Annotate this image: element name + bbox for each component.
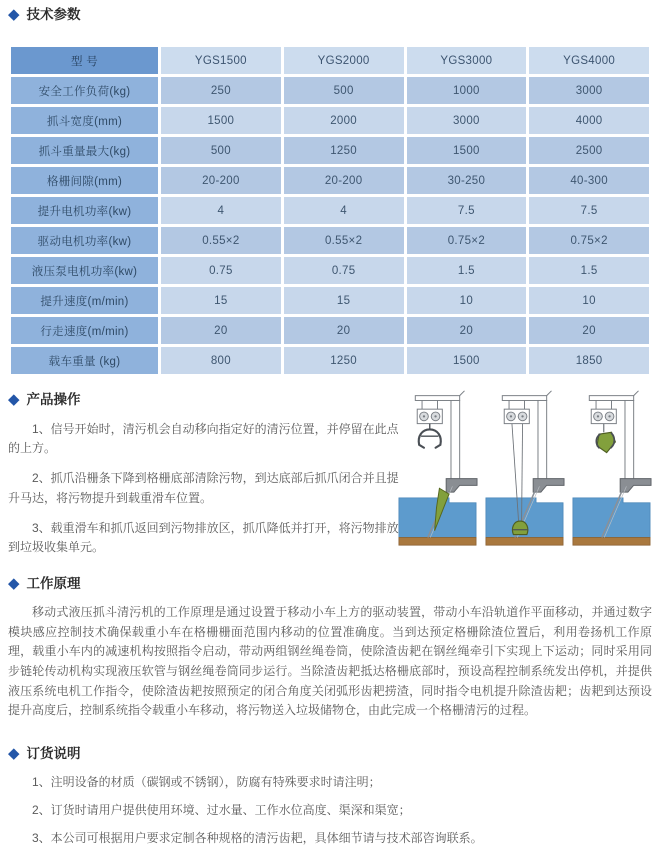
- section-ordering-notes: [8, 745, 652, 847]
- spec-value: 800: [160, 346, 283, 376]
- table-row: [10, 106, 651, 136]
- spec-table: [8, 44, 652, 377]
- row-label: 提升电机功率(kw): [10, 196, 160, 226]
- spec-value: 250: [160, 76, 283, 106]
- table-row: [10, 286, 651, 316]
- diamond-icon: ◆: [8, 744, 20, 762]
- table-row: [10, 76, 651, 106]
- spec-value: 2500: [528, 136, 651, 166]
- spec-value: 0.55×2: [282, 226, 405, 256]
- spec-value: 0.75: [282, 256, 405, 286]
- spec-value: 4000: [528, 106, 651, 136]
- diamond-icon: ◆: [8, 5, 20, 23]
- working-principle-body: 移动式液压抓斗清污机的工作原理是通过设置于移动小车上方的驱动装置，带动小车沿轨道作平面移动，并通过数字模块感应控制技术确保载重小车在格栅栅面范围内移动的位置准确度。当到达预定格栅除渣位置后，利用卷扬机工作原理，载重小车内的减速机构按照指令启动，带动两组钢丝绳卷筒，使除渣齿耙在钢丝绳牵引下实现上下运动；同时采用同步链轮传动机构实现液压软管与钢丝绳卷筒同步运行。当除渣齿耙抵达格栅底部时，预设高程控制系统发出停机，并提供液压系统电机工作指令，使除渣齿耙按照预定的闭合角度关闭弧形齿耙捞渣，同时指令电机提升除渣齿耙；齿耙到达预设提升高度后，控制系统指令载重小车移动，将污物送入垃圾储物仓，由此完成一个格栅清污的过程。: [8, 605, 652, 718]
- spec-value: 1500: [405, 346, 528, 376]
- spec-value: 500: [160, 136, 283, 166]
- table-row: [10, 346, 651, 376]
- ordering-item: 1、注明设备的材质（碳钢或不锈钢），防腐有特殊要求时请注明；: [32, 775, 381, 790]
- spec-value: 20-200: [160, 166, 283, 196]
- spec-value: 1500: [160, 106, 283, 136]
- section-working-principle: [8, 575, 652, 721]
- row-label: 液压泵电机功率(kw): [10, 256, 160, 286]
- row-label: 格栅间隙(mm): [10, 166, 160, 196]
- ordering-item: 2、订货时请用户提供使用环境、过水量、工作水位高度、渠深和渠宽；: [32, 803, 411, 818]
- spec-value: 10: [528, 286, 651, 316]
- spec-value: 20: [405, 316, 528, 346]
- spec-value: 3000: [405, 106, 528, 136]
- spec-value: 0.75×2: [528, 226, 651, 256]
- diamond-icon: ◆: [8, 574, 20, 592]
- table-row: [10, 166, 651, 196]
- row-label: 安全工作负荷(kg): [10, 76, 160, 106]
- spec-value: 7.5: [405, 196, 528, 226]
- spec-value: 4: [282, 196, 405, 226]
- spec-value: 1850: [528, 346, 651, 376]
- spec-value: 1500: [405, 136, 528, 166]
- table-row: [10, 196, 651, 226]
- spec-value: 1250: [282, 136, 405, 166]
- tech-params-title: [8, 6, 652, 24]
- operation-step: 2、抓爪沿栅条下降到格栅底部清除污物，到达底部后抓爪闭合并且提升马达，将污物提升到载重滑车位置。: [8, 471, 399, 505]
- spec-value: 10: [405, 286, 528, 316]
- model-column-header: 型 号: [10, 46, 160, 76]
- operation-diagram-grab-lowered-to-bottom: [483, 383, 565, 558]
- model-name: YGS2000: [282, 46, 405, 76]
- ordering-notes-title: [8, 745, 652, 763]
- spec-value: 20: [528, 316, 651, 346]
- spec-value: 4: [160, 196, 283, 226]
- spec-value: 20-200: [282, 166, 405, 196]
- tech-params-title-text: 技术参数: [26, 7, 81, 22]
- spec-value: 15: [282, 286, 405, 316]
- spec-value: 1250: [282, 346, 405, 376]
- operation-step: 1、信号开始时，清污机会自动移向指定好的清污位置，并停留在此点的上方。: [8, 422, 399, 456]
- row-label: 载车重量 (kg): [10, 346, 160, 376]
- section-tech-params: [8, 6, 652, 377]
- table-header-row: [10, 46, 651, 76]
- operation-steps: [8, 420, 404, 557]
- ordering-notes-title-text: 订货说明: [26, 746, 81, 762]
- spec-value: 0.75×2: [405, 226, 528, 256]
- working-principle-title: [8, 575, 652, 593]
- table-row: [10, 226, 651, 256]
- spec-value: 7.5: [528, 196, 651, 226]
- row-label: 抓斗重量最大(kg): [10, 136, 160, 166]
- spec-value: 15: [160, 286, 283, 316]
- spec-value: 1000: [405, 76, 528, 106]
- product-operation-title-text: 产品操作: [26, 392, 81, 407]
- spec-value: 0.75: [160, 256, 283, 286]
- row-label: 提升速度(m/min): [10, 286, 160, 316]
- spec-value: 40-300: [528, 166, 651, 196]
- ordering-item: 3、本公司可根据用户要求定制各种规格的清污齿耙，具体细节请与技术部咨询联系。: [32, 831, 483, 846]
- spec-value: 2000: [282, 106, 405, 136]
- spec-value: 3000: [528, 76, 651, 106]
- ordering-items: [8, 773, 652, 847]
- working-principle-title-text: 工作原理: [26, 576, 81, 591]
- row-label: 驱动电机功率(kw): [10, 226, 160, 256]
- operation-diagram-grab-open-above-screen: [396, 383, 478, 558]
- spec-value: 30-250: [405, 166, 528, 196]
- spec-value: 1.5: [405, 256, 528, 286]
- operation-diagram-grab-raised-with-debris: [570, 383, 652, 558]
- spec-value: 20: [282, 316, 405, 346]
- spec-table-body: [10, 46, 651, 376]
- spec-value: 0.55×2: [160, 226, 283, 256]
- table-row: [10, 256, 651, 286]
- row-label: 行走速度(m/min): [10, 316, 160, 346]
- spec-value: 500: [282, 76, 405, 106]
- model-name: YGS1500: [160, 46, 283, 76]
- table-row: [10, 136, 651, 166]
- table-row: [10, 316, 651, 346]
- operation-diagrams: [396, 383, 652, 558]
- diamond-icon: ◆: [8, 390, 20, 408]
- spec-value: 1.5: [528, 256, 651, 286]
- model-name: YGS4000: [528, 46, 651, 76]
- spec-value: 20: [160, 316, 283, 346]
- operation-step: 3、载重滑车和抓爪返回到污物排放区，抓爪降低并打开，将污物排放到垃圾收集单元。: [8, 520, 399, 554]
- row-label: 抓斗宽度(mm): [10, 106, 160, 136]
- model-name: YGS3000: [405, 46, 528, 76]
- section-product-operation: [8, 391, 652, 561]
